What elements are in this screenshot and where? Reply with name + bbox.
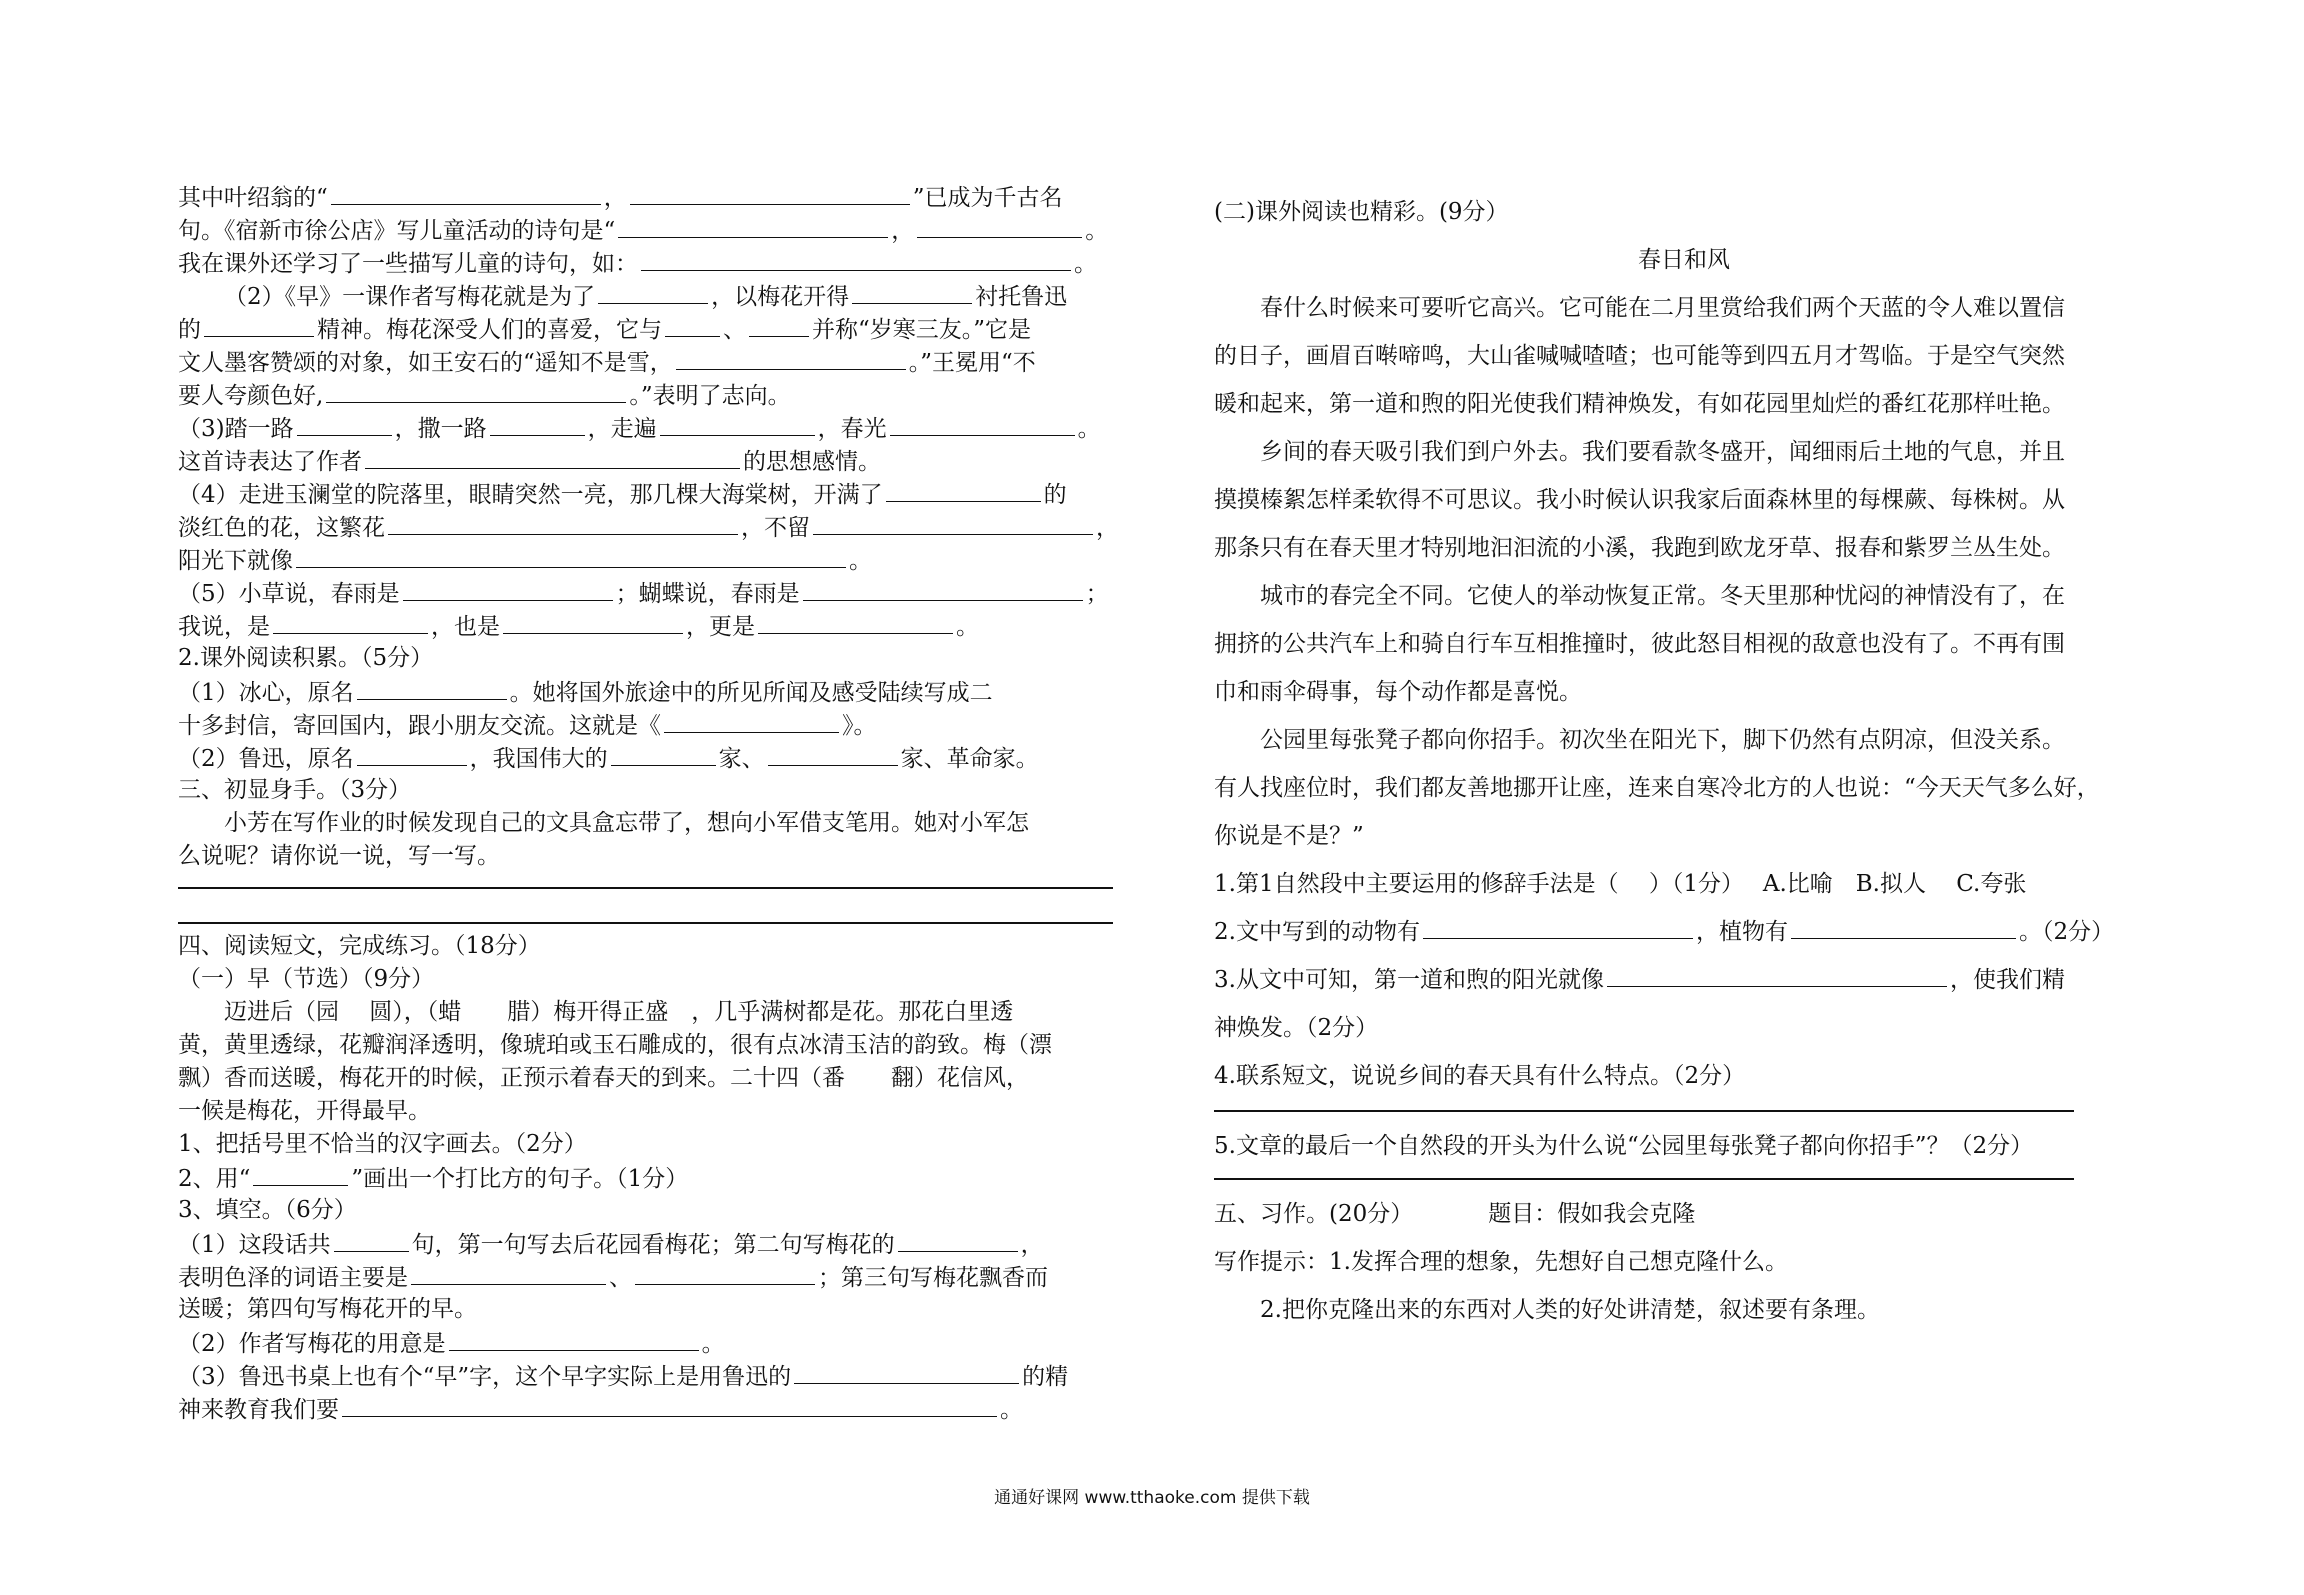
- writing-tip: 2.把你克隆出来的东西对人类的好处讲清楚，叙述要有条理。: [1260, 1297, 1880, 1323]
- answer-blank[interactable]: [676, 345, 906, 370]
- passage-text: 迈进后（园 圆），（蜡 腊）梅开得正盛 ，几乎满树都是花。那花白里透: [224, 999, 1014, 1025]
- answer-blank[interactable]: [357, 675, 507, 700]
- passage-text: 有人找座位时，我们都友善地挪开让座，连来自寒冷北方的人也说：“今天天气多么好，: [1214, 775, 2100, 801]
- passage-text: 公园里每张凳子都向你招手。初次坐在阳光下，脚下仍然有点阴凉，但没关系。: [1260, 727, 2065, 753]
- answer-blank[interactable]: [660, 411, 815, 436]
- answer-blank[interactable]: [890, 411, 1075, 436]
- answer-blank[interactable]: [503, 609, 683, 634]
- answer-blank[interactable]: [411, 1260, 606, 1285]
- writing-tip: 写作提示：1.发挥合理的想象，先想好自己想克隆什么。: [1214, 1249, 1788, 1275]
- answer-blank[interactable]: [365, 444, 740, 469]
- question-line: （2）《早》一课作者写梅花就是为了 ，以梅花开得 衬托鲁迅: [178, 279, 1113, 312]
- question-line: 淡红色的花，这繁花 ，不留 ，: [178, 510, 1113, 543]
- question-line: （4）走进玉澜堂的院落里，眼睛突然一亮，那几棵大海棠树，开满了 的: [178, 477, 1113, 510]
- subsection-heading: （一）早（节选）（9分）: [178, 966, 435, 992]
- answer-blank[interactable]: [273, 609, 428, 634]
- answer-blank[interactable]: [852, 279, 972, 304]
- answer-blank[interactable]: [794, 1359, 1019, 1384]
- question-line: （1）冰心，原名 。她将国外旅途中的所见所闻及感受陆续写成二: [178, 675, 1113, 708]
- question-line: 2.文中写到的动物有 ，植物有 。（2分）: [1214, 908, 2154, 956]
- answer-blank[interactable]: [898, 1227, 1018, 1252]
- subsection-heading: (二)课外阅读也精彩。(9分）: [1214, 199, 1509, 225]
- answer-blank[interactable]: [449, 1326, 699, 1351]
- answer-blank[interactable]: [917, 213, 1082, 238]
- answer-blank[interactable]: [331, 180, 601, 205]
- left-column: [178, 180, 1119, 1425]
- question-text: 5.文章的最后一个自然段的开头为什么说“公园里每张凳子都向你招手”？（2分）: [1214, 1133, 2034, 1159]
- question-line: 句。《宿新市徐公店》写儿童活动的诗句是“ ， 。: [178, 213, 1113, 246]
- answer-blank[interactable]: [803, 576, 1083, 601]
- question-text: 送暖；第四句写梅花开的早。: [178, 1296, 477, 1322]
- question-line: 阳光下就像 。: [178, 543, 1113, 576]
- answer-blank[interactable]: [758, 609, 953, 634]
- passage-title: 春日和风: [1638, 247, 1730, 273]
- answer-blank[interactable]: [813, 510, 1093, 535]
- passage-text: 巾和雨伞碍事，每个动作都是喜悦。: [1214, 679, 1582, 705]
- question-line: （5）小草说，春雨是 ；蝴蝶说，春雨是 ；: [178, 576, 1113, 609]
- passage-text: 的日子，画眉百啭啼鸣，大山雀喊喊喳喳；也可能等到四五月才驾临。于是空气突然: [1214, 343, 2065, 369]
- answer-blank[interactable]: [641, 246, 1071, 271]
- answer-blank[interactable]: [403, 576, 613, 601]
- question-text: 小芳在写作业的时候发现自己的文具盒忘带了，想向小军借支笔用。她对小军怎: [224, 810, 1029, 836]
- passage-text: 飘）香而送暖，梅花开的时候，正预示着春天的到来。二十四（番 翻）花信风，: [178, 1065, 1029, 1091]
- answer-blank[interactable]: [886, 477, 1041, 502]
- section-heading: 三、初显身手。（3分）: [178, 777, 412, 803]
- passage-text: 摸摸榛絮怎样柔软得不可思议。我小时候认识我家后面森林里的每棵蕨、每株树。从: [1214, 487, 2065, 513]
- answer-blank[interactable]: [204, 312, 314, 337]
- passage-text: 拥挤的公共汽车上和骑自行车互相推撞时，彼此怒目相视的敌意也没有了。不再有围: [1214, 631, 2065, 657]
- answer-blank[interactable]: [768, 741, 898, 766]
- answer-blank[interactable]: [1791, 914, 2016, 939]
- section-heading: 2.课外阅读积累。（5分）: [178, 645, 434, 671]
- answer-blank[interactable]: [611, 741, 716, 766]
- answer-blank[interactable]: [665, 312, 720, 337]
- question-line: （3）鲁迅书桌上也有个“早”字，这个早字实际上是用鲁迅的 的精: [178, 1359, 1113, 1392]
- answer-blank[interactable]: [635, 1260, 815, 1285]
- question-line: 我说，是 ，也是 ，更是 。: [178, 609, 1113, 642]
- passage-text: 黄，黄里透绿，花瓣润泽透明，像琥珀或玉石雕成的，很有点冰清玉洁的韵致。梅（漂: [178, 1032, 1052, 1058]
- question-line: 表明色泽的词语主要是 、 ；第三句写梅花飘香而: [178, 1260, 1113, 1293]
- answer-blank[interactable]: [334, 1227, 409, 1252]
- question-text: 1、把括号里不恰当的汉字画去。（2分）: [178, 1131, 587, 1157]
- footer-credit: 通通好课网 www.tthaoke.com 提供下载: [994, 1488, 1310, 1508]
- answer-blank[interactable]: [342, 1392, 997, 1417]
- answer-blank[interactable]: [749, 312, 809, 337]
- answer-blank[interactable]: [297, 411, 392, 436]
- question-text: 么说呢？请你说一说，写一写。: [178, 843, 500, 869]
- passage-text: 城市的春完全不同。它使人的举动恢复正常。冬天里那种忧闷的神情没有了，在: [1260, 583, 2065, 609]
- question-line: （2）作者写梅花的用意是 。: [178, 1326, 1113, 1359]
- question-line: 我在课外还学习了一些描写儿童的诗句，如： 。: [178, 246, 1113, 279]
- section-heading: 四、阅读短文，完成练习。（18分）: [178, 933, 541, 959]
- question-line: 这首诗表达了作者 的思想感情。: [178, 444, 1113, 477]
- question-line: （3)踏一路 ，撒一路 ，走遍 ，春光 。: [178, 411, 1113, 444]
- answer-blank[interactable]: [296, 543, 846, 568]
- answer-blank[interactable]: [630, 180, 910, 205]
- question-line: （2）鲁迅，原名 ，我国伟大的 家、 家、革命家。: [178, 741, 1113, 774]
- answer-blank[interactable]: [1423, 914, 1693, 939]
- question-line: 要人夸颜色好, 。”表明了志向。: [178, 378, 1113, 411]
- question-line: 神来教育我们要 。: [178, 1392, 1113, 1425]
- question-text: 4.联系短文，说说乡间的春天具有什么特点。（2分）: [1214, 1063, 1746, 1089]
- passage-text: 春什么时候来可要听它高兴。它可能在二月里赏给我们两个天蓝的令人难以置信: [1260, 295, 2065, 321]
- answer-blank[interactable]: [253, 1161, 348, 1186]
- passage-text: 你说是不是？”: [1214, 823, 1364, 849]
- answer-blank[interactable]: [664, 708, 839, 733]
- passage-text: 暖和起来，第一道和煦的阳光使我们精神焕发，有如花园里灿烂的番红花那样吐艳。: [1214, 391, 2065, 417]
- answer-blank[interactable]: [326, 378, 626, 403]
- right-column: [1214, 188, 2154, 1334]
- question-text: 1.第1自然段中主要运用的修辞手法是（ ）（1分） A.比喻 B.拟人 C.夸张: [1214, 871, 2027, 897]
- question-line: 2、用“ ”画出一个打比方的句子。（1分）: [178, 1161, 1113, 1194]
- question-text: 3、填空。（6分）: [178, 1197, 357, 1223]
- passage-text: 乡间的春天吸引我们到户外去。我们要看款冬盛开，闻细雨后土地的气息，并且: [1260, 439, 2065, 465]
- question-line: （1）这段话共 句，第一句写去后花园看梅花；第二句写梅花的 ，: [178, 1227, 1113, 1260]
- question-line: 其中叶绍翁的“ ， ”已成为千古名: [178, 180, 1113, 213]
- question-text: 神焕发。（2分）: [1214, 1015, 1379, 1041]
- answer-blank[interactable]: [357, 741, 467, 766]
- passage-text: 一候是梅花，开得最早。: [178, 1098, 431, 1124]
- passage-text: 那条只有在春天里才特别地汩汩流的小溪，我跑到欧龙牙草、报春和紫罗兰丛生处。: [1214, 535, 2065, 561]
- question-line: 文人墨客赞颂的对象，如王安石的“遥知不是雪， 。”王冕用“不: [178, 345, 1113, 378]
- answer-blank[interactable]: [618, 213, 888, 238]
- question-line: 3.从文中可知，第一道和煦的阳光就像 ，使我们精: [1214, 956, 2154, 1004]
- answer-blank[interactable]: [598, 279, 708, 304]
- section-heading: 五、习作。(20分） 题目：假如我会克隆: [1214, 1201, 1696, 1227]
- question-line: 的 精神。梅花深受人们的喜爱，它与 、 并称“岁寒三友。”它是: [178, 312, 1113, 345]
- answer-blank[interactable]: [1607, 962, 1947, 987]
- question-line: 十多封信，寄回国内，跟小朋友交流。这就是《 》。: [178, 708, 1113, 741]
- answer-blank[interactable]: [388, 510, 738, 535]
- answer-blank[interactable]: [490, 411, 585, 436]
